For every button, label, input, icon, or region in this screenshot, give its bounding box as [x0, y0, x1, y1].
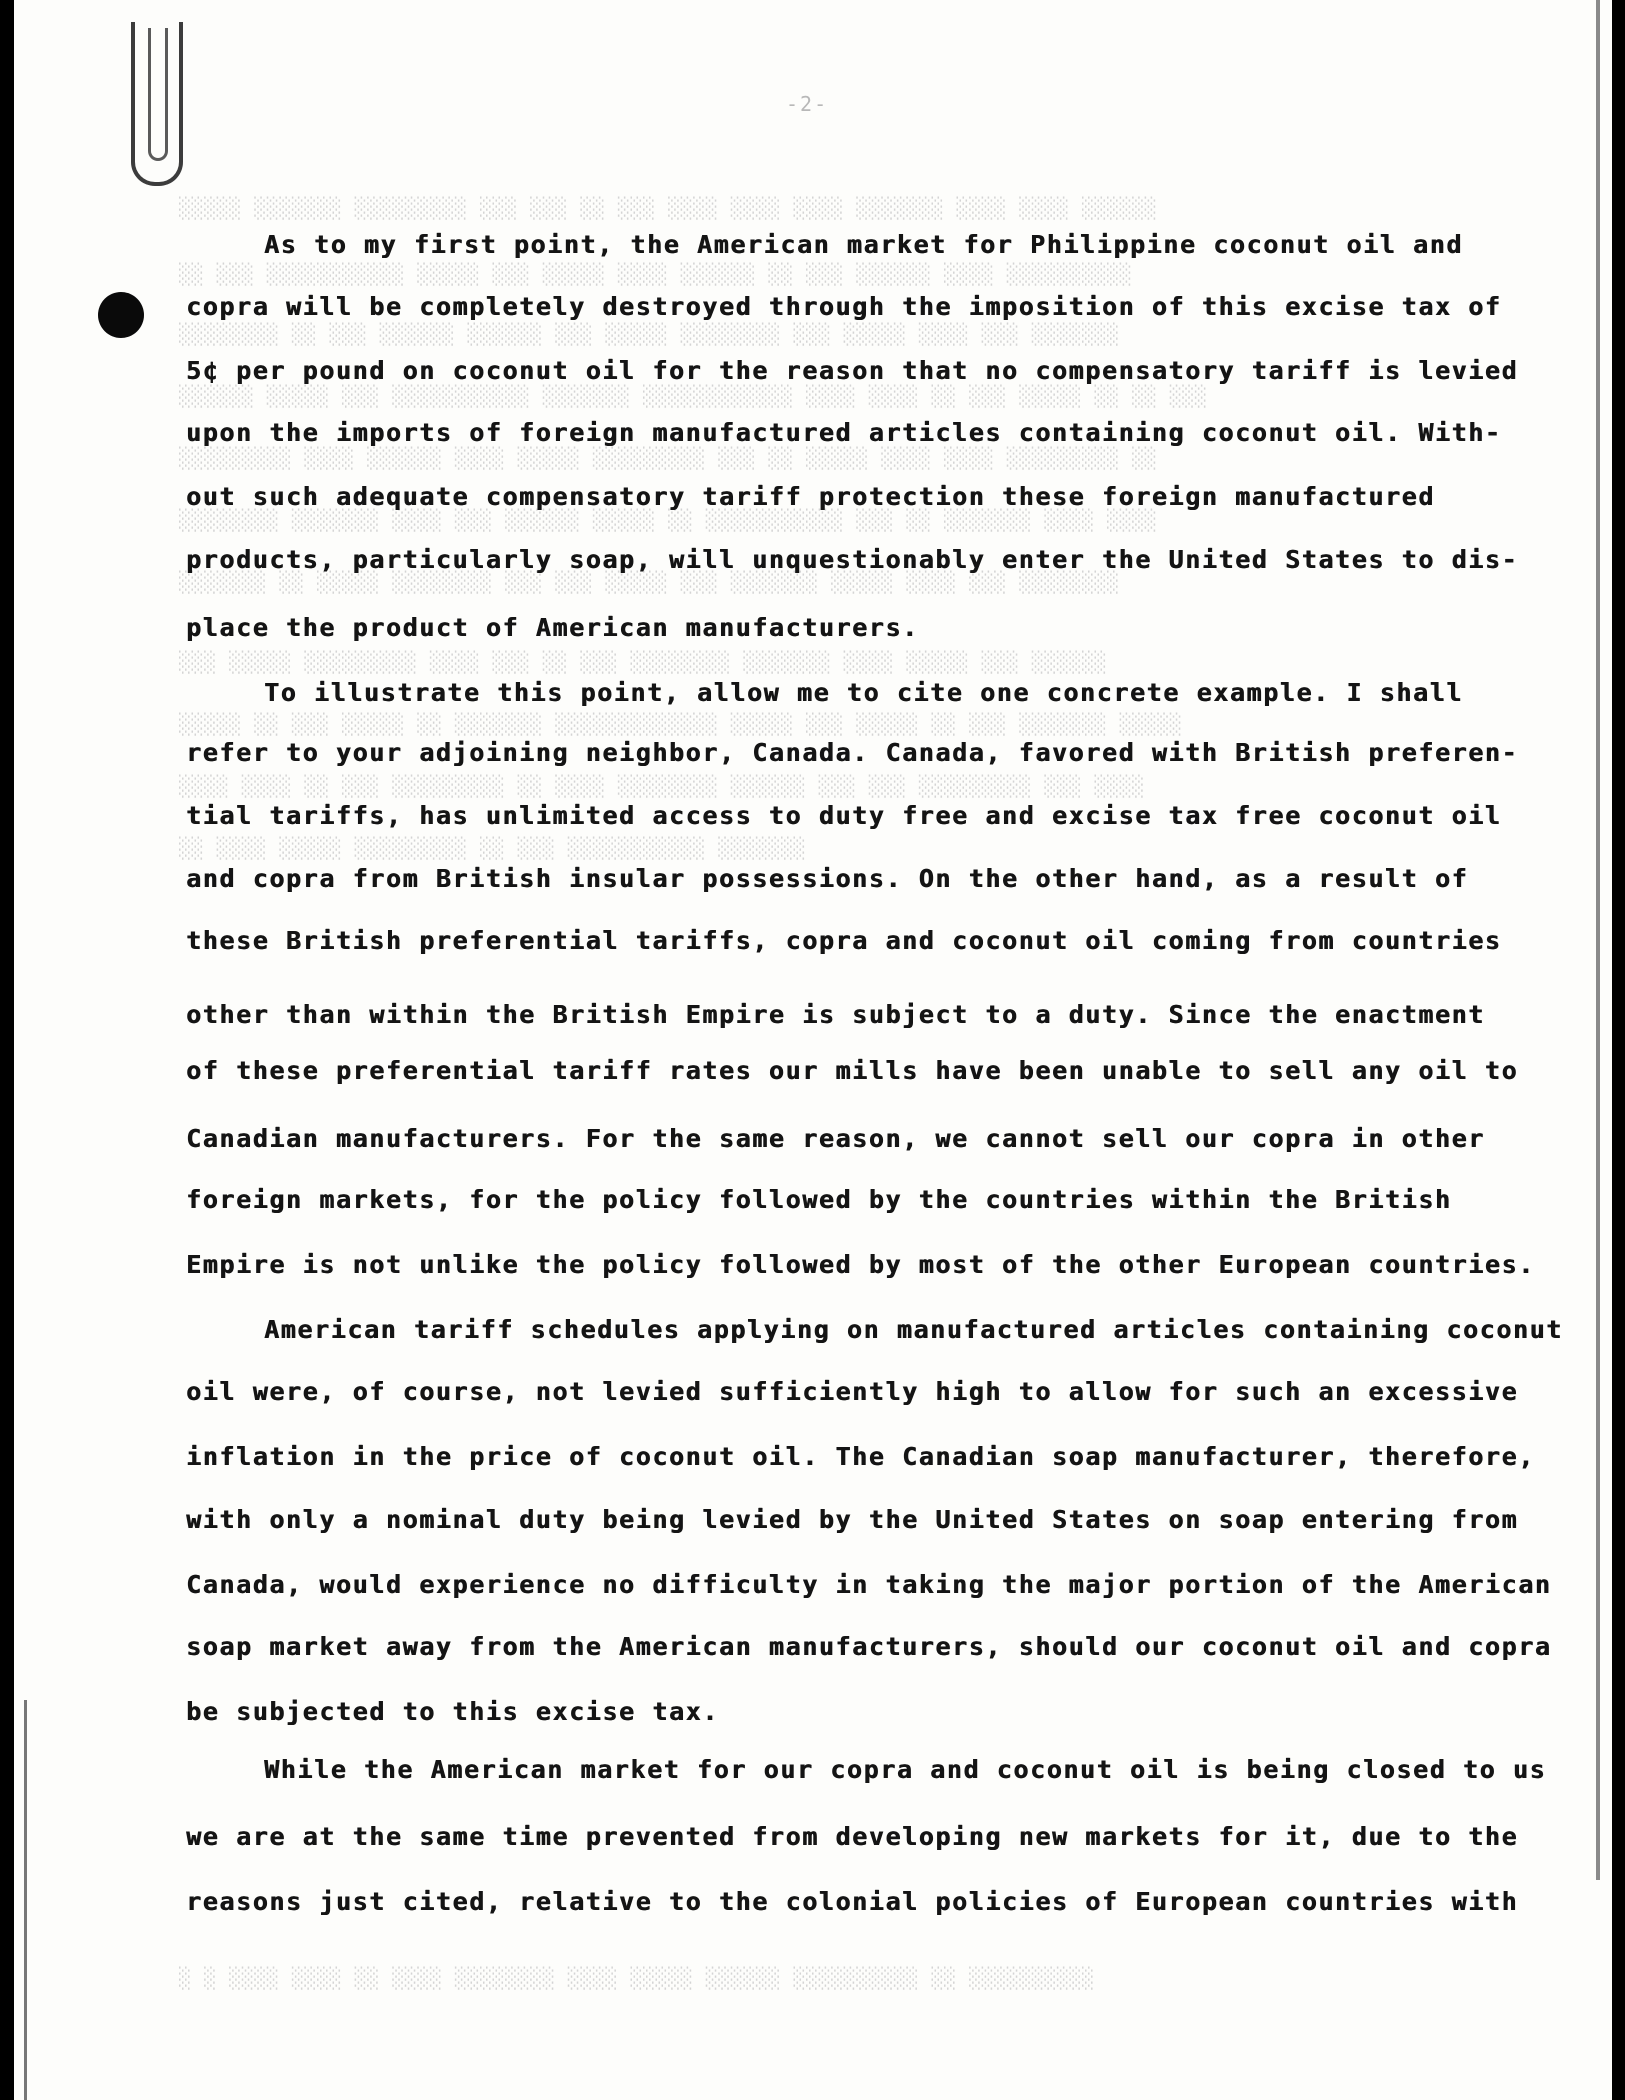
text-line: upon the imports of foreign manufactured articles containing coconut oil. With- [186, 418, 1502, 447]
text-line: soap market away from the American manufacturers, should our coconut oil and copra [186, 1632, 1552, 1661]
text-line: foreign markets, for the policy followed by the countries within the British [186, 1185, 1452, 1214]
text-line: tial tariffs, has unlimited access to duty free and excise tax free coconut oil [186, 801, 1502, 830]
show-through-texture: ░░ ░░░░ ░░░░░ ░░░░░░░░░ ░░ ░░░ ░░░░░░░░░░░ ░░░░░░░ [179, 836, 807, 860]
text-line: other than within the British Empire is subject to a duty. Since the enactment [186, 1000, 1485, 1029]
text-line: To illustrate this point, allow me to cite one concrete example. I shall [264, 678, 1463, 707]
show-through-texture: ░░░░░ ░░░░░░░ ░░░░░░░░░ ░░░ ░░░ ░░ ░░░ ░░░░ ░░░░ ░░░░ ░░░░░░░ ░░░░ ░░░░ ░░░░░░ [179, 196, 1158, 220]
page-number: -2- [786, 92, 829, 116]
show-through-texture: ░░░░░░░░ ░░░░░░░ ░░░░ ░░░ ░░░░░░ ░░░░░ ░░ ░░░░░░░░░░░ ░░░ ░░ ░░░░░░░ ░░░░ ░░░░ [179, 508, 1158, 532]
show-through-texture: ░░ ░░░ ░░░░░░░░░░░ ░░░░░ ░░░ ░░░░░ ░░░░ ░░░░░░ ░░ ░░░ ░░░░░░ ░░░░ ░░░░░░░░░░ [179, 262, 1133, 286]
text-line: be subjected to this excise tax. [186, 1697, 719, 1726]
text-line: reasons just cited, relative to the colonial policies of European countries with [186, 1887, 1519, 1916]
text-line: As to my first point, the American market for Philippine coconut oil and [264, 230, 1463, 259]
text-line: place the product of American manufacturers. [186, 613, 919, 642]
text-line: these British preferential tariffs, copra and coconut oil coming from countries [186, 926, 1502, 955]
show-through-texture: ░░░░░░░░ ░░ ░░░ ░░░░░░ ░░░░░░ ░░░ ░░░░░ ░░░░░░░░ ░░░ ░░░░░ ░░░░ ░░░ ░░░░░░░ [179, 322, 1120, 346]
text-line: with only a nominal duty being levied by the United States on soap entering from [186, 1505, 1519, 1534]
paper-clip-inner-icon [148, 28, 168, 161]
text-line: of these preferential tariff rates our mills have been unable to sell any oil to [186, 1056, 1519, 1085]
text-line: inflation in the price of coconut oil. The Canadian soap manufacturer, therefore, [186, 1442, 1535, 1471]
text-line: products, particularly soap, will unquestionably enter the United States to dis- [186, 545, 1519, 574]
show-through-texture: ░░░░░░░░░ ░░░░ ░░░░░░ ░░░░ ░░░░░ ░░░░░░░░░ ░░░ ░░ ░░░░░ ░░░░ ░░░░ ░░░░░░░░░ ░░ [179, 446, 1158, 470]
page-edge-left [24, 1700, 49, 2100]
text-line: American tariff schedules applying on manufactured articles containing coconut [264, 1315, 1563, 1344]
text-line: out such adequate compensatory tariff protection these foreign manufactured [186, 482, 1435, 511]
text-line: Canada, would experience no difficulty in taking the major portion of the American [186, 1570, 1552, 1599]
text-line: While the American market for our copra and coconut oil is being closed to us [264, 1755, 1547, 1784]
text-line: 5¢ per pound on coconut oil for the reason that no compensatory tariff is levied [186, 356, 1519, 385]
show-through-texture: ░░░░ ░░░░ ░░ ░░░ ░░░░░░░░░ ░░ ░░░░ ░░░░░░░░ ░░░░░░ ░░░ ░░░ ░░░░░░░░░ ░░░ ░░░░ [179, 774, 1145, 798]
text-line: oil were, of course, not levied sufficiently high to allow for such an excessive [186, 1377, 1519, 1406]
page-edge-right [1596, 0, 1600, 1880]
punch-hole-icon [98, 292, 144, 338]
show-through-texture: ░ ░ ░░░░ ░░░░ ░░ ░░░░ ░░░░░░░░ ░░░░ ░░░░░ ░░░░░░ ░░░░░░░░░░ ░░ ░░░░░░░░░░ [179, 1966, 1095, 1990]
text-line: copra will be completely destroyed through the imposition of this excise tax of [186, 292, 1502, 321]
text-line: refer to your adjoining neighbor, Canada. Canada, favored with British preferen- [186, 738, 1519, 767]
show-through-texture: ░░░░░ ░░ ░░░ ░░░░░ ░░ ░░░░░░░ ░░░░░░░░░░░░░ ░░░░░ ░░░ ░░░░░ ░░ ░░░ ░░░░░░░ ░░░░░ [179, 712, 1183, 736]
text-line: we are at the same time prevented from developing new markets for it, due to the [186, 1822, 1519, 1851]
text-line: Empire is not unlike the policy followed by most of the other European countries. [186, 1250, 1535, 1279]
show-through-texture: ░░░░░░ ░░░░░ ░░░ ░░░░░░░░░░░ ░░░░░░░ ░░░░░░░░░░░░ ░░░░ ░░░░ ░░ ░░░ ░░░░░ ░░ ░░ ░░░ [179, 384, 1208, 408]
text-line: Canadian manufacturers. For the same reason, we cannot sell our copra in other [186, 1124, 1485, 1153]
text-line: and copra from British insular possessions. On the other hand, as a result of [186, 864, 1469, 893]
document-page [14, 0, 1612, 2100]
show-through-texture: ░░░░░░░ ░░ ░░░░░ ░░░░░░░░ ░░░ ░░░ ░░░░░ ░░░ ░░░░░░░ ░░░░░ ░░░░ ░░░ ░░░░░░░░ [179, 570, 1120, 594]
show-through-texture: ░░░ ░░░░░ ░░░░░░░░░ ░░░░ ░░░ ░░ ░░░ ░░░░░░░░ ░░░░░░░ ░░░░ ░░░░░ ░░░ ░░░░░░ [179, 650, 1108, 674]
